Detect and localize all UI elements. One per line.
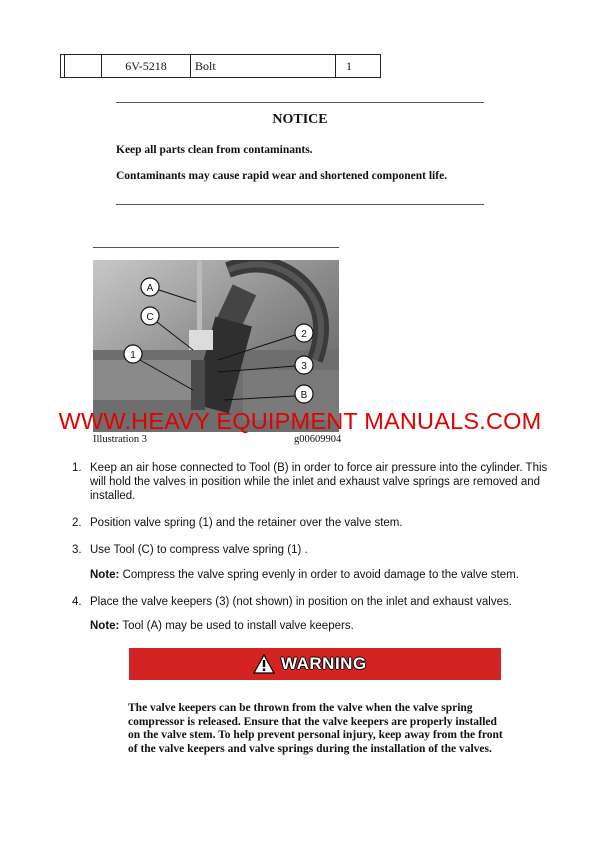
table-row <box>61 55 381 78</box>
step-text: Place the valve keepers (3) (not shown) in position on the inlet and exhaust valves. <box>90 596 512 608</box>
notice-top-divider <box>116 102 484 103</box>
step-number: 1. <box>72 462 82 474</box>
step-number: 2. <box>72 517 82 529</box>
callout-b-label: B <box>300 390 308 401</box>
step-number: 3. <box>72 544 82 556</box>
table-cell-empty <box>65 55 102 78</box>
warning-label: WARNING <box>281 654 367 673</box>
illustration-top-divider <box>93 247 339 248</box>
step-4 <box>72 595 552 609</box>
valve-spring-tool-image <box>93 260 339 432</box>
callout-1-label: 1 <box>130 350 136 361</box>
notice-line-1: Keep all parts clean from contaminants. <box>116 144 313 156</box>
note-1 <box>90 569 550 581</box>
warning-triangle-icon <box>253 654 275 674</box>
note-label: Note: <box>90 569 120 581</box>
note-text: Compress the valve spring evenly in order to avoid damage to the valve stem. <box>119 569 519 581</box>
callout-3-label: 3 <box>301 361 307 372</box>
warning-text: The valve keepers can be thrown from the valve when the valve spring compressor is released. Ensure that the valve keepers are properly installed on the valve stem. To help prevent personal injury, keep away from the front of the valve keepers and valve springs during the installation of the valves. <box>128 702 503 755</box>
parts-table <box>60 54 381 78</box>
callout-2-label: 2 <box>301 329 307 340</box>
note-text: Tool (A) may be used to install valve keepers. <box>119 620 354 632</box>
notice-line-2: Contaminants may cause rapid wear and shortened component life. <box>116 170 448 182</box>
illustration-label: Illustration 3 <box>93 434 147 445</box>
step-text: Use Tool (C) to compress valve spring (1) . <box>90 544 308 556</box>
note-label: Note: <box>90 620 120 632</box>
illustration-photo <box>93 260 339 432</box>
notice-bottom-divider <box>116 204 484 205</box>
step-2 <box>72 516 552 530</box>
quantity-cell: 1 <box>336 55 381 78</box>
step-1 <box>72 461 552 503</box>
note-2 <box>90 620 550 632</box>
part-number-cell: 6V-5218 <box>102 55 191 78</box>
callout-c-label: C <box>146 312 154 323</box>
step-3 <box>72 543 552 557</box>
notice-title: NOTICE <box>272 112 328 127</box>
step-text: Keep an air hose connected to Tool (B) in order to force air pressure into the cylinder. This will hold the valves in position while the inlet and exhaust valve springs are removed and installed. <box>90 462 548 502</box>
watermark: WWW.HEAVY EQUIPMENT MANUALS.COM <box>58 408 542 434</box>
step-number: 4. <box>72 596 82 608</box>
warning-banner <box>129 648 501 680</box>
step-text: Position valve spring (1) and the retainer over the valve stem. <box>90 517 403 529</box>
description-cell: Bolt <box>191 55 336 78</box>
warning-header <box>253 652 367 676</box>
illustration-id: g00609904 <box>294 434 342 445</box>
callout-a-label: A <box>146 283 154 294</box>
